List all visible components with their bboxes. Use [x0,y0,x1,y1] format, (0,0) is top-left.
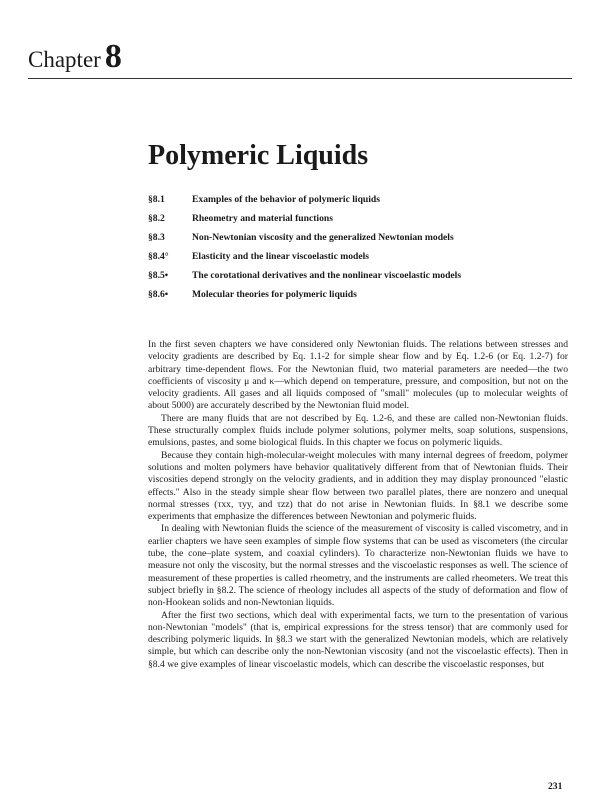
chapter-label-text: Chapter [28,47,101,72]
section-title: Rheometry and material functions [192,213,333,224]
section-title: Molecular theories for polymeric liquids [192,289,357,300]
section-number: §8.2 [148,213,165,224]
section-title: The corotational derivatives and the nonlinear viscoelastic models [192,270,462,281]
section-entry [148,266,568,285]
body-paragraph: In dealing with Newtonian fluids the science of the measurement of viscosity is called viscometry, and in earlier chapters we have seen examples of simple flow systems that can be used as viscometers (the circular tube, the cone–plate system, and coaxial cylinders). To characterize non-Newtonian fluids we have to measure not only the viscosity, but the normal stresses and the viscoelastic responses as well. The science of measurement of these properties is called rheometry, and the instruments are called rheometers. We treat this subject briefly in §8.2. The science of rheology includes all aspects of the study of deformation and flow of non-Hookean solids and non-Newtonian liquids. [148,523,568,609]
section-list [148,190,568,304]
section-entry [148,228,568,247]
section-entry [148,247,568,266]
page-number: 231 [548,781,563,792]
body-paragraph: After the first two sections, which deal with experimental facts, we turn to the presentation of various non-Newtonian "models" (that is, empirical expressions for the stress tensor) that are commonly used for describing polymeric liquids. In §8.3 we start with the generalized Newtonian models, which are relatively simple, but which can describe only the non-Newtonian viscosity (and not the viscoelastic effects). Then in §8.4 we give examples of linear viscoelastic models, which can describe the viscoelastic responses, but [148,609,568,670]
body-paragraph: In the first seven chapters we have considered only Newtonian fluids. The relations between stresses and velocity gradients are described by Eq. 1.1-2 for simple shear flow and by Eq. 1.2-6 (or Eq. 1.2-7) for arbitrary time-dependent flows. For the Newtonian fluid, two material parameters are needed—the two coefficients of viscosity μ and κ—which depend on temperature, pressure, and composition, but not on the velocity gradients. All gases and all liquids composed of "small" molecules (up to molecular weights of about 5000) are accurately described by the Newtonian fluid model. [148,339,568,412]
section-number: §8.3 [148,232,165,243]
section-title: Non-Newtonian viscosity and the generalized Newtonian models [192,232,454,243]
section-number: §8.4° [148,251,169,262]
section-entry [148,190,568,209]
section-number: §8.5• [148,270,169,281]
body-paragraph: Because they contain high-molecular-weight molecules with many internal degrees of freedom, polymer solutions and molten polymers have behavior qualitatively different from that of Newtonian fluids. Their viscosities depend strongly on the velocity gradients, and in addition they may display pronounced "elastic effects." Also in the steady simple shear flow between two parallel plates, there are nonzero and unequal normal stresses (τxx, τyy, and τzz) that do not arise in Newtonian fluids. In §8.1 we describe some experiments that emphasize the differences between Newtonian and polymeric fluids. [148,449,568,523]
section-number: §8.1 [148,194,165,205]
section-entry [148,285,568,304]
chapter-title: Polymeric Liquids [148,140,369,171]
section-entry [148,209,568,228]
section-title: Examples of the behavior of polymeric liquids [192,194,380,205]
body-paragraph: There are many fluids that are not described by Eq. 1.2-6, and these are called non-Newtonian fluids. These structurally complex fluids include polymer solutions, polymer melts, soap solutions, suspensions, emulsions, pastes, and some biological fluids. In this chapter we focus on polymeric liquids. [148,412,568,449]
section-number: §8.6• [148,289,169,300]
chapter-heading [28,38,122,76]
body-text [148,339,568,671]
chapter-number: 8 [104,38,122,75]
section-title: Elasticity and the linear viscoelastic models [192,251,370,262]
chapter-rule [28,78,572,79]
